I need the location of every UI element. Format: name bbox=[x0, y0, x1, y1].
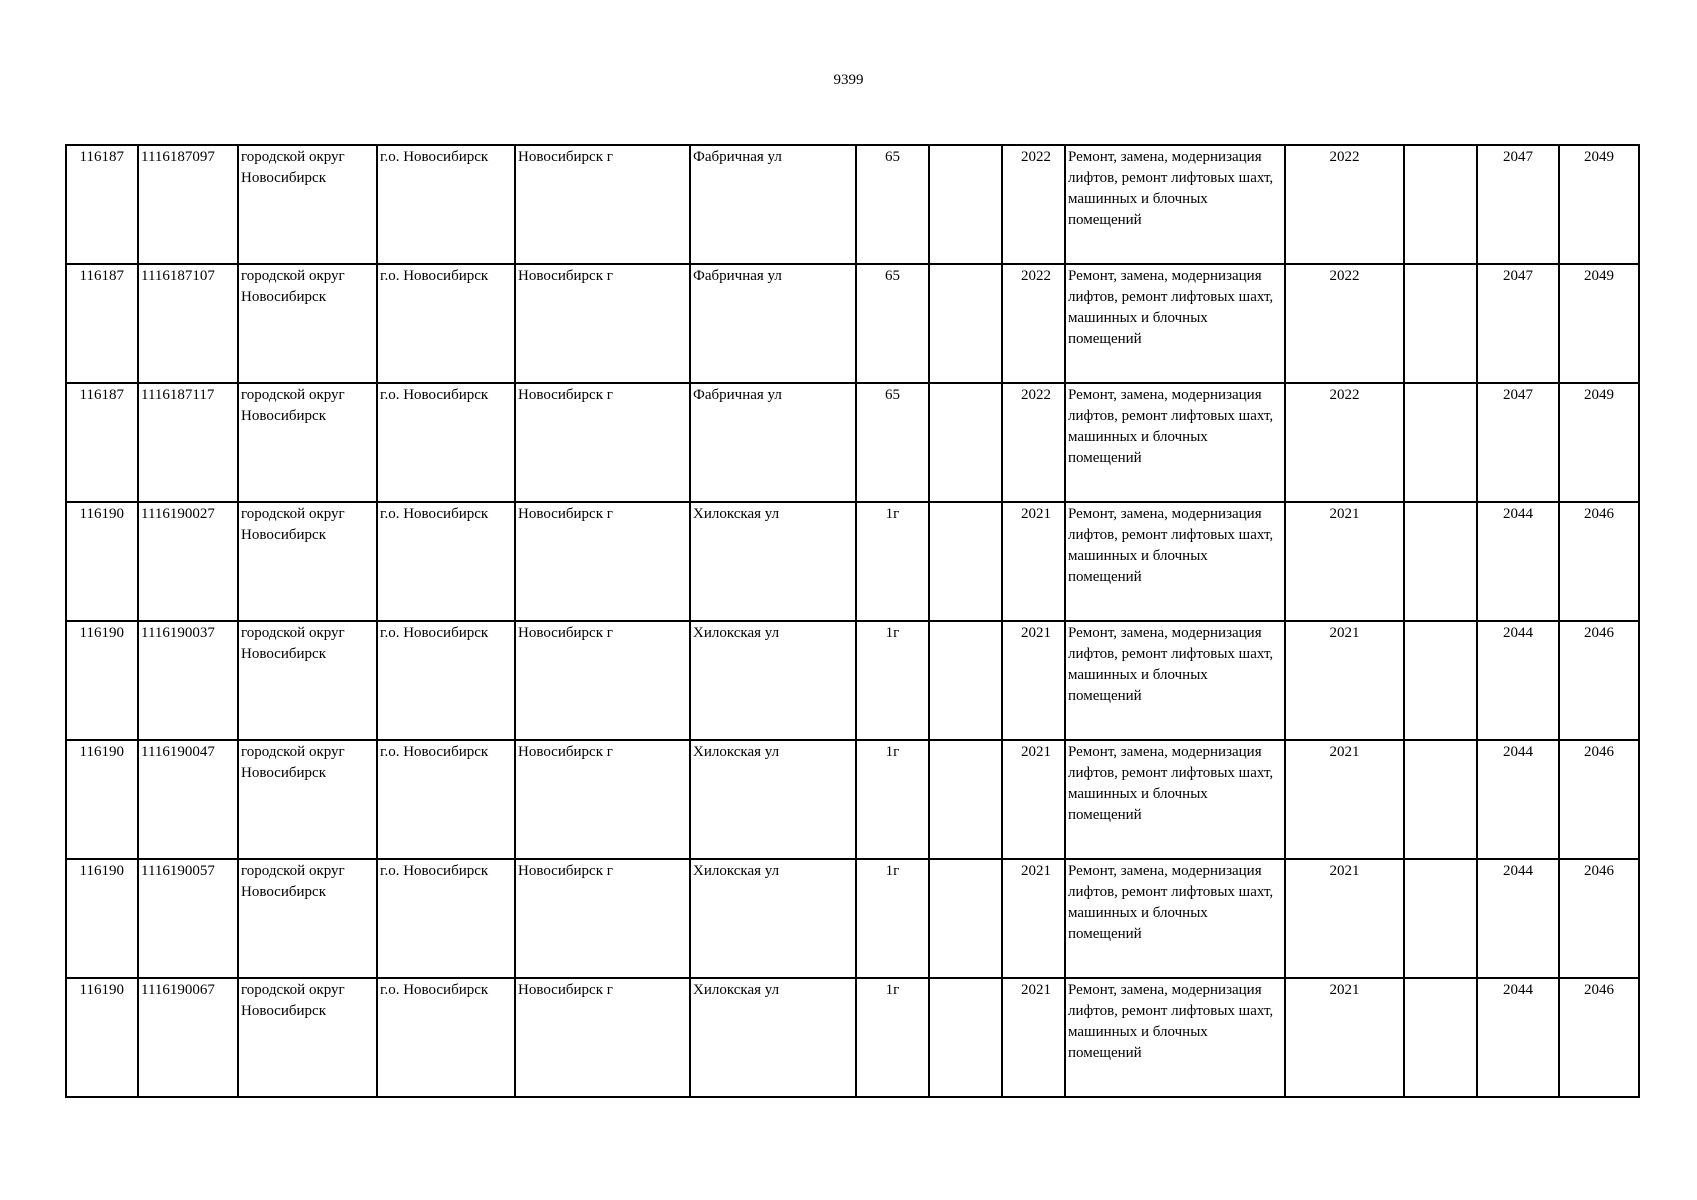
cell-id: 1116190047 bbox=[138, 740, 238, 859]
cell-year-from: 2044 bbox=[1477, 621, 1559, 740]
cell-municipality: г.о. Новосибирск bbox=[377, 264, 515, 383]
cell-work-type: Ремонт, замена, модернизация лифтов, ремонт лифтовых шахт, машинных и блочных помещений bbox=[1065, 264, 1285, 383]
cell-year-built: 2021 bbox=[1002, 621, 1065, 740]
cell-locality: Новосибирск г bbox=[515, 740, 690, 859]
cell-id: 1116190067 bbox=[138, 978, 238, 1097]
table-row bbox=[66, 978, 1639, 1097]
cell-year-to: 2046 bbox=[1559, 621, 1639, 740]
cell-work-type: Ремонт, замена, модернизация лифтов, ремонт лифтовых шахт, машинных и блочных помещений bbox=[1065, 740, 1285, 859]
cell-locality: Новосибирск г bbox=[515, 621, 690, 740]
cell-year-built: 2022 bbox=[1002, 145, 1065, 264]
cell-code: 116187 bbox=[66, 383, 138, 502]
cell-street: Хилокская ул bbox=[690, 740, 856, 859]
cell-year-to: 2049 bbox=[1559, 145, 1639, 264]
cell-locality: Новосибирск г bbox=[515, 859, 690, 978]
cell-year-to: 2049 bbox=[1559, 383, 1639, 502]
cell-locality: Новосибирск г bbox=[515, 502, 690, 621]
cell-extra bbox=[1404, 621, 1477, 740]
cell-building bbox=[929, 621, 1002, 740]
table-row bbox=[66, 264, 1639, 383]
cell-code: 116187 bbox=[66, 145, 138, 264]
cell-municipality: г.о. Новосибирск bbox=[377, 621, 515, 740]
cell-year-from: 2047 bbox=[1477, 264, 1559, 383]
cell-district: городской округ Новосибирск bbox=[238, 978, 377, 1097]
cell-year-built: 2021 bbox=[1002, 740, 1065, 859]
cell-year-built: 2021 bbox=[1002, 859, 1065, 978]
cell-street: Фабричная ул bbox=[690, 145, 856, 264]
cell-code: 116190 bbox=[66, 859, 138, 978]
cell-district: городской округ Новосибирск bbox=[238, 383, 377, 502]
cell-year-work: 2021 bbox=[1285, 740, 1404, 859]
cell-extra bbox=[1404, 740, 1477, 859]
cell-house: 1г bbox=[856, 859, 929, 978]
cell-municipality: г.о. Новосибирск bbox=[377, 859, 515, 978]
cell-locality: Новосибирск г bbox=[515, 264, 690, 383]
cell-district: городской округ Новосибирск bbox=[238, 502, 377, 621]
table-row bbox=[66, 502, 1639, 621]
table-row bbox=[66, 621, 1639, 740]
cell-code: 116190 bbox=[66, 978, 138, 1097]
cell-municipality: г.о. Новосибирск bbox=[377, 502, 515, 621]
cell-building bbox=[929, 740, 1002, 859]
records-table bbox=[65, 144, 1640, 1098]
cell-year-work: 2022 bbox=[1285, 145, 1404, 264]
cell-street: Хилокская ул bbox=[690, 502, 856, 621]
cell-id: 1116187117 bbox=[138, 383, 238, 502]
cell-year-work: 2021 bbox=[1285, 621, 1404, 740]
cell-extra bbox=[1404, 502, 1477, 621]
table-row bbox=[66, 740, 1639, 859]
cell-locality: Новосибирск г bbox=[515, 383, 690, 502]
cell-year-work: 2021 bbox=[1285, 502, 1404, 621]
cell-locality: Новосибирск г bbox=[515, 145, 690, 264]
table-row bbox=[66, 383, 1639, 502]
cell-building bbox=[929, 383, 1002, 502]
cell-house: 65 bbox=[856, 145, 929, 264]
cell-municipality: г.о. Новосибирск bbox=[377, 145, 515, 264]
cell-district: городской округ Новосибирск bbox=[238, 264, 377, 383]
cell-street: Хилокская ул bbox=[690, 978, 856, 1097]
cell-year-from: 2044 bbox=[1477, 978, 1559, 1097]
cell-year-work: 2021 bbox=[1285, 859, 1404, 978]
cell-district: городской округ Новосибирск bbox=[238, 859, 377, 978]
cell-year-to: 2046 bbox=[1559, 740, 1639, 859]
cell-year-work: 2021 bbox=[1285, 978, 1404, 1097]
cell-work-type: Ремонт, замена, модернизация лифтов, ремонт лифтовых шахт, машинных и блочных помещений bbox=[1065, 383, 1285, 502]
cell-code: 116187 bbox=[66, 264, 138, 383]
cell-municipality: г.о. Новосибирск bbox=[377, 740, 515, 859]
cell-year-work: 2022 bbox=[1285, 383, 1404, 502]
cell-year-to: 2046 bbox=[1559, 502, 1639, 621]
cell-building bbox=[929, 502, 1002, 621]
cell-extra bbox=[1404, 978, 1477, 1097]
cell-street: Хилокская ул bbox=[690, 859, 856, 978]
cell-year-from: 2044 bbox=[1477, 502, 1559, 621]
cell-year-from: 2047 bbox=[1477, 383, 1559, 502]
cell-house: 1г bbox=[856, 978, 929, 1097]
cell-year-built: 2022 bbox=[1002, 383, 1065, 502]
cell-year-to: 2049 bbox=[1559, 264, 1639, 383]
cell-code: 116190 bbox=[66, 621, 138, 740]
table-row bbox=[66, 145, 1639, 264]
cell-year-from: 2047 bbox=[1477, 145, 1559, 264]
cell-code: 116190 bbox=[66, 502, 138, 621]
cell-work-type: Ремонт, замена, модернизация лифтов, ремонт лифтовых шахт, машинных и блочных помещений bbox=[1065, 859, 1285, 978]
cell-year-to: 2046 bbox=[1559, 978, 1639, 1097]
cell-work-type: Ремонт, замена, модернизация лифтов, ремонт лифтовых шахт, машинных и блочных помещений bbox=[1065, 145, 1285, 264]
cell-house: 1г bbox=[856, 740, 929, 859]
cell-building bbox=[929, 264, 1002, 383]
cell-building bbox=[929, 978, 1002, 1097]
cell-work-type: Ремонт, замена, модернизация лифтов, ремонт лифтовых шахт, машинных и блочных помещений bbox=[1065, 502, 1285, 621]
cell-id: 1116190037 bbox=[138, 621, 238, 740]
cell-id: 1116190027 bbox=[138, 502, 238, 621]
cell-extra bbox=[1404, 264, 1477, 383]
cell-municipality: г.о. Новосибирск bbox=[377, 383, 515, 502]
cell-building bbox=[929, 859, 1002, 978]
cell-id: 1116190057 bbox=[138, 859, 238, 978]
cell-code: 116190 bbox=[66, 740, 138, 859]
cell-year-work: 2022 bbox=[1285, 264, 1404, 383]
cell-municipality: г.о. Новосибирск bbox=[377, 978, 515, 1097]
cell-id: 1116187097 bbox=[138, 145, 238, 264]
cell-work-type: Ремонт, замена, модернизация лифтов, ремонт лифтовых шахт, машинных и блочных помещений bbox=[1065, 978, 1285, 1097]
cell-district: городской округ Новосибирск bbox=[238, 621, 377, 740]
cell-extra bbox=[1404, 383, 1477, 502]
table-body bbox=[66, 145, 1639, 1097]
cell-house: 1г bbox=[856, 621, 929, 740]
cell-street: Фабричная ул bbox=[690, 264, 856, 383]
cell-house: 1г bbox=[856, 502, 929, 621]
cell-year-to: 2046 bbox=[1559, 859, 1639, 978]
cell-work-type: Ремонт, замена, модернизация лифтов, ремонт лифтовых шахт, машинных и блочных помещений bbox=[1065, 621, 1285, 740]
cell-year-built: 2021 bbox=[1002, 502, 1065, 621]
cell-house: 65 bbox=[856, 264, 929, 383]
cell-building bbox=[929, 145, 1002, 264]
cell-street: Фабричная ул bbox=[690, 383, 856, 502]
cell-extra bbox=[1404, 859, 1477, 978]
cell-year-built: 2022 bbox=[1002, 264, 1065, 383]
cell-extra bbox=[1404, 145, 1477, 264]
cell-locality: Новосибирск г bbox=[515, 978, 690, 1097]
cell-district: городской округ Новосибирск bbox=[238, 145, 377, 264]
page-number: 9399 bbox=[833, 72, 864, 88]
cell-district: городской округ Новосибирск bbox=[238, 740, 377, 859]
cell-house: 65 bbox=[856, 383, 929, 502]
cell-year-from: 2044 bbox=[1477, 740, 1559, 859]
table-row bbox=[66, 859, 1639, 978]
cell-id: 1116187107 bbox=[138, 264, 238, 383]
cell-street: Хилокская ул bbox=[690, 621, 856, 740]
cell-year-built: 2021 bbox=[1002, 978, 1065, 1097]
cell-year-from: 2044 bbox=[1477, 859, 1559, 978]
